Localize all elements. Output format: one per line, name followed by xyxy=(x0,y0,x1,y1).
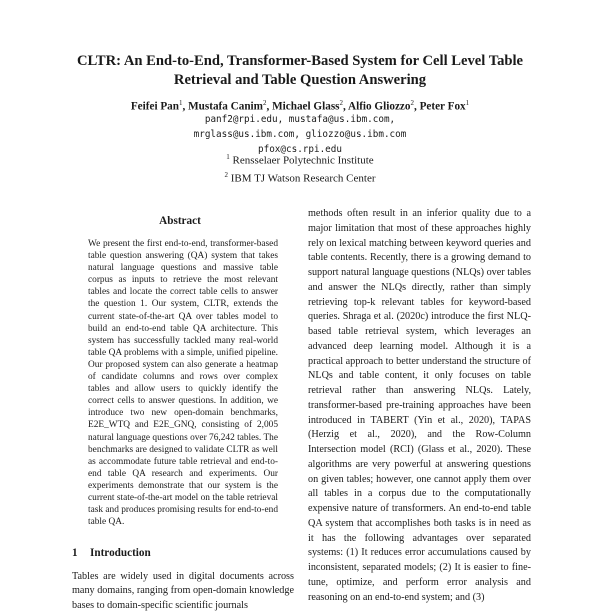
author-name: Peter Fox xyxy=(419,100,466,113)
section-number: 1 xyxy=(72,547,78,559)
title-line-2: Retrieval and Table Question Answering xyxy=(173,72,427,88)
author-list: Feifei Pan$^1$, Mustafa Canim$^2$, Michael Glass$^2$, Alfio Gliozzo$^2$, Peter Fox$^1$ xyxy=(130,99,470,113)
author-affiliation-mark: 2 xyxy=(410,99,414,107)
intro-text: Tables are widely used in digital documents across many domains, ranging from open-domain knowledge bases to domain-specific scientific journals xyxy=(72,571,294,611)
author-affiliation-mark: 2 xyxy=(263,99,267,107)
affiliation-block xyxy=(30,150,570,186)
affiliation-2 xyxy=(30,168,570,186)
affiliation-1 xyxy=(30,150,570,168)
email-line: panf2@rpi.edu, mustafa@us.ibm.com, xyxy=(204,114,396,125)
section-title: Introduction xyxy=(90,547,151,559)
author-affiliation-mark: 2 xyxy=(339,99,344,107)
email-line: mrglass@us.ibm.com, gliozzo@us.ibm.com xyxy=(193,129,407,141)
right-column-text: methods often result in an inferior quality due to a major limitation that most of these approaches highly rely on lexical matching between keyword queries and table contents. Recently, there is a growing demand to support natural language questions (NLQs) over tables and answer the NLQs directly, rather than simply retrieving top-k relevant tables for keyword-based queries. Shraga et al. (2020c) introduce the first NLQ-based table retrieval system, which leverages an advanced deep learning model. Although it is a practical approach to better understand the structure of NLQs and table content, it only focuses on table retrieval rather than answering NLQs. Lately, transformer-based pre-training approaches have been introduced in TABERT (Yin et al., 2020), TAPAS (Herzig et al., 2020), and the Row-Column Intersection model (RCI) (Glass et al., 2020). These algorithms are very powerful at answering questions on given tables; however, one cannot apply them over all tables in a corpus due to the computationally expensive nature of transformers. An end-to-end table QA system that accomplishes both tasks is in need as it has the following advantages over separated systems: (1) It reduces error accumulations caused by inconsistent, separated models; (2) It is easier to fine-tune, optimize, and perform error analysis and reasoning on an end-to-end system; and (3) xyxy=(308,208,531,603)
author-affiliation-mark: 1 xyxy=(179,99,183,107)
paper-title xyxy=(30,52,570,90)
author-name: Feifei Pan xyxy=(130,100,179,113)
abstract-heading: Abstract xyxy=(159,215,201,227)
affiliation-name: Rensselaer Polytechnic Institute xyxy=(232,154,374,167)
affiliation-mark: 1 xyxy=(226,153,230,161)
abstract-text: We present the first end-to-end, transformer-based table question answering (QA) system that takes natural language questions and massive table corpus as inputs to retrieve the most relevant tables and locate the correct table cells to answer the question 1. Our system, CLTR, extends the current state-of-the-art QA over tables model to build an end-to-end table QA architecture. This system has successfully tackled many real-world table QA problems with a simple, unified pipeline. Our proposed system can also generate a heatmap of candidate columns and rows over complex tables and allow users to quickly identify the correct cells to answer questions. In addition, we introduce two new open-domain benchmarks, E2E_WTQ and E2E_GNQ, consisting of 2,005 natural language questions over 76,242 tables. The benchmarks are designed to validate CLTR as well as accommodate future table retrieval and end-to-end table QA research and experiments. Our experiments demonstrate that our system is the current state-of-the-art model on the table retrieval task and produces promising results for end-to-end table QA. xyxy=(88,239,278,528)
author-name: Michael Glass xyxy=(272,100,340,113)
section-heading xyxy=(72,547,292,559)
affiliation-mark: 2 xyxy=(224,171,228,180)
affiliation-name: IBM TJ Watson Research Center xyxy=(230,172,376,185)
email-line: pfox@cs.rpi.edu xyxy=(258,144,342,156)
author-name: Mustafa Canim xyxy=(188,100,263,113)
title-line-1: CLTR: An End-to-End, Transformer-Based System for Cell Level Table xyxy=(76,53,524,69)
author-affiliation-mark: 1 xyxy=(465,99,470,107)
author-name: Alfio Gliozzo xyxy=(348,100,411,113)
